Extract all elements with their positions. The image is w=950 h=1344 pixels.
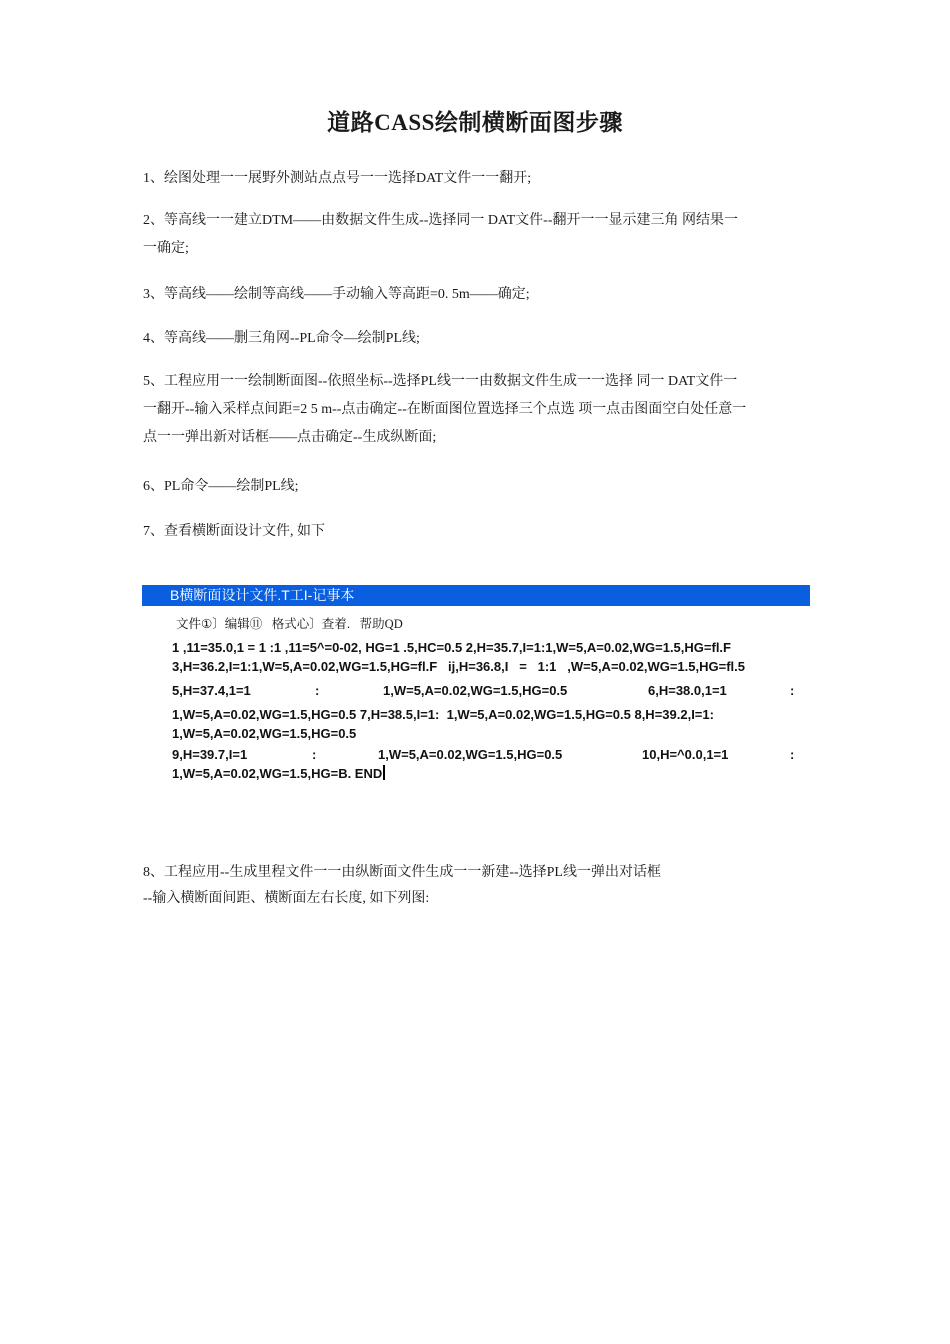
page-title: 道路CASS绘制横断面图步骤 xyxy=(327,110,623,135)
notepad-line-1: 1 ,11=35.0,1 = 1 :1 ,11=5^=0-02, HG=1 .5,HC=0.5 2,H=35.7,I=1:1,W=5,A=0.02,WG=1.5,HG=fl.F xyxy=(172,640,731,655)
notepad-menubar xyxy=(176,614,409,632)
notepad-line-3-seg-2: : xyxy=(315,683,320,698)
step-5: 5、工程应用一一绘制断面图--依照坐标--选择PL线一一由数据文件生成一一选择 同一 DAT文件一 xyxy=(143,374,738,389)
step-8-cont: --输入横断面间距、横断面左右长度, 如下列图: xyxy=(143,891,430,906)
menu-help: 帮助QD xyxy=(359,617,403,631)
step-1: 1、绘图处理一一展野外测站点点号一一选择DAT文件一一翻开; xyxy=(143,171,532,186)
notepad-line-7-text: 1,W=5,A=0.02,WG=1.5,HG=B. END xyxy=(172,766,383,781)
step-6: 6、PL命令——绘制PL线; xyxy=(143,479,299,494)
notepad-line-2: 3,H=36.2,I=1:1,W=5,A=0.02,WG=1.5,HG=fl.F ij,H=36.8,I = 1:1 ,W=5,A=0.02,WG=1.5,HG=fl.5 xyxy=(172,659,745,674)
notepad-titlebar xyxy=(142,585,810,606)
notepad-title: B横断面设计文件.T工I-记事本 xyxy=(170,587,355,603)
step-5-cont-2: 点一一弹出新对话框——点击确定--生成纵断面; xyxy=(143,430,437,445)
notepad-line-5: 1,W=5,A=0.02,WG=1.5,HG=0.5 xyxy=(172,726,357,741)
notepad-line-6-seg-4: 10,H=^0.0,1=1 xyxy=(642,747,729,762)
step-2: 2、等高线一一建立DTM——由数据文件生成--选择同一 DAT文件--翻开一一显示建三角 网结果一 xyxy=(143,213,738,228)
notepad-line-4: 1,W=5,A=0.02,WG=1.5,HG=0.5 7,H=38.5,I=1: 1,W=5,A=0.02,WG=1.5,HG=0.5 8,H=39.2,I=1: xyxy=(172,707,714,722)
notepad-line-3 xyxy=(172,682,812,700)
step-4: 4、等高线——删三角网--PL命令—绘制PL线; xyxy=(143,331,420,346)
notepad-line-6-seg-5: : xyxy=(790,747,795,762)
step-7: 7、查看横断面设计文件, 如下 xyxy=(143,524,325,539)
menu-file-edit: 文件①〕编辑⑪ xyxy=(176,617,263,631)
menu-format-view: 格式心〕查着. xyxy=(271,617,351,631)
step-5-cont-1: 一翻开--输入采样点间距=2 5 m--点击确定--在断面图位置选择三个点选 项一点击图面空白处任意一 xyxy=(143,402,747,417)
notepad-line-3-seg-5: : xyxy=(790,683,795,698)
notepad-line-6 xyxy=(172,746,812,764)
text-caret xyxy=(383,765,385,780)
notepad-line-3-seg-4: 6,H=38.0,1=1 xyxy=(648,683,727,698)
step-3: 3、等高线——绘制等高线——手动输入等高距=0. 5m——确定; xyxy=(143,287,530,302)
notepad-line-6-seg-3: 1,W=5,A=0.02,WG=1.5,HG=0.5 xyxy=(378,747,563,762)
notepad-line-6-seg-2: : xyxy=(312,747,317,762)
step-2-cont: 一确定; xyxy=(143,241,189,256)
step-8: 8、工程应用--生成里程文件一一由纵断面文件生成一一新建--选择PL线一弹出对话框 xyxy=(143,865,661,880)
notepad-line-6-seg-1: 9,H=39.7,I=1 xyxy=(172,747,248,762)
notepad-line-7 xyxy=(172,765,812,783)
notepad-line-3-seg-1: 5,H=37.4,1=1 xyxy=(172,683,251,698)
notepad-line-3-seg-3: 1,W=5,A=0.02,WG=1.5,HG=0.5 xyxy=(383,683,568,698)
